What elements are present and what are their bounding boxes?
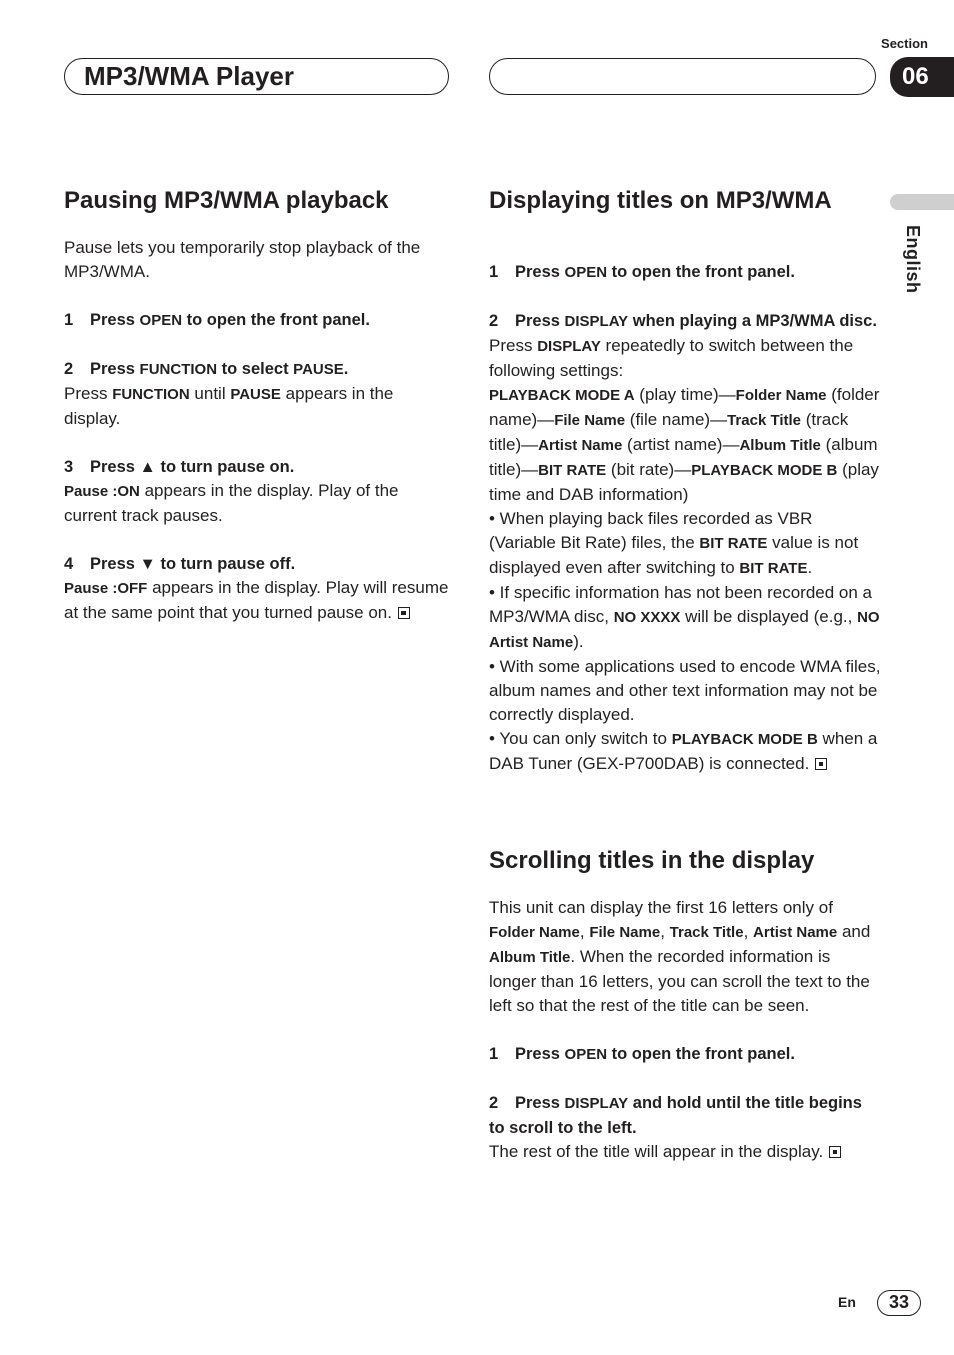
step-3-description: Pause :ON appears in the display. Play of the current track pauses. [64,481,399,525]
step-2-description: Press FUNCTION until PAUSE appears in the display. [64,384,394,428]
end-of-section-icon [815,758,827,770]
note-no-info: • If specific information has not been recorded on a MP3/WMA disc, NO XXXX will be displayed (e.g., NO Artist Name). [489,583,880,651]
end-of-section-icon [398,607,410,619]
page-title: MP3/WMA Player [84,61,294,91]
language-label: English [903,225,923,294]
pausing-intro: Pause lets you temporarily stop playback of the MP3/WMA. [64,238,421,281]
step-3: 3 Press ▲ to turn pause on. [64,458,295,476]
footer-language: En [838,1294,856,1310]
step-1: 1 Press OPEN to open the front panel. [64,311,370,329]
section-number-tab: 06 [890,57,954,97]
section-label: Section [881,36,928,51]
heading-pausing: Pausing MP3/WMA playback [64,187,389,214]
step-2: 2 Press FUNCTION to select PAUSE. [64,360,349,378]
scroll-step-1: 1 Press OPEN to open the front panel. [489,1045,795,1063]
language-tab-bar [890,194,954,210]
note-dab: • You can only switch to PLAYBACK MODE B when a DAB Tuner (GEX-P700DAB) is connected. [489,729,878,773]
heading-displaying-titles: Displaying titles on MP3/WMA [489,187,832,214]
display-step-2: 2 Press DISPLAY when playing a MP3/WMA disc. [489,312,877,330]
note-vbr: • When playing back files recorded as VBR (Variable Bit Rate) files, the BIT RATE value is not displayed even after switching to BIT RATE. [489,509,859,577]
scroll-step-2: 2 Press DISPLAY and hold until the title begins to scroll to the left. [489,1094,862,1137]
step-4-description: Pause :OFF appears in the display. Play will resume at the same point that you turned pause on. [64,578,449,622]
header-empty-frame [489,58,876,95]
end-of-section-icon [829,1146,841,1158]
display-step-2-description: Press DISPLAY repeatedly to switch between the following settings: [489,336,854,380]
note-wma-encoding: • With some applications used to encode WMA files, album names and other text information may not be correctly displayed. [489,657,881,724]
step-4: 4 Press ▼ to turn pause off. [64,555,296,573]
left-column [64,186,452,625]
scrolling-description: This unit can display the first 16 letters only of Folder Name, File Name, Track Title, Artist Name and Album Title. When the recorded information is longer than 16 letters, you can scroll the text to the left so that the rest of the title can be seen. [489,898,871,1015]
display-mode-cycle: PLAYBACK MODE A (play time)—Folder Name (folder name)—File Name (file name)—Track Title (track title)—Artist Name (artist name)—Album Title (album title)—BIT RATE (bit rate)—PLAYBACK MODE B (play time and DAB information) [489,385,880,504]
heading-scrolling-titles: Scrolling titles in the display [489,847,815,874]
display-step-1: 1 Press OPEN to open the front panel. [489,263,795,281]
scroll-step-2-description: The rest of the title will appear in the display. [489,1140,881,1164]
right-column [489,186,881,1164]
page-number: 33 [877,1290,921,1316]
